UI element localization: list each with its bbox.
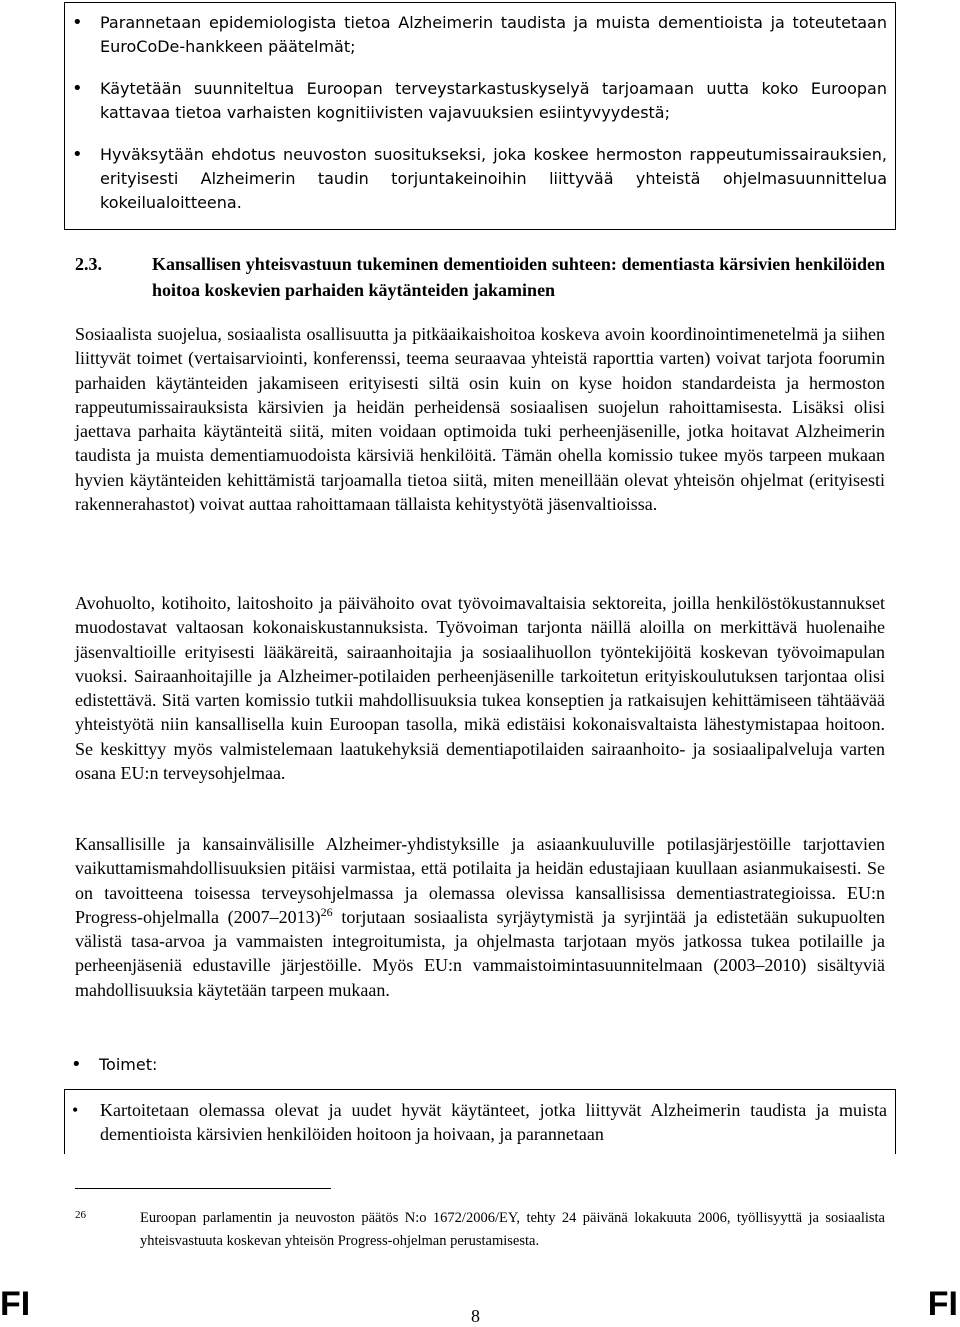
list-item	[64, 1053, 894, 1077]
footer-language-right: FI	[927, 1285, 958, 1323]
action-list	[65, 11, 895, 215]
list-item-text: Käytetään suunniteltua Euroopan terveystarkastuskyselyä tarjoamaan uutta koko Euroopan kattavaa tietoa varhaisten kognitiivisten vajavuuksien esiintyvyydestä;	[100, 79, 887, 122]
list-item-text: Kartoitetaan olemassa olevat ja uudet hyvät käytänteet, jotka liittyvät Alzheimerin taudista ja muista dementioista kärsivien henkilöiden hoitoon ja hoivaan, ja parannetaan	[100, 1100, 887, 1144]
footnote-separator	[75, 1188, 331, 1189]
section-heading	[75, 251, 885, 303]
actions-label-list	[64, 1053, 894, 1077]
action-list	[65, 1098, 895, 1146]
paragraph-2: Avohuolto, kotihoito, laitoshoito ja päivähoito ovat työvoimavaltaisia sektoreita, joilla henkilöstökustannukset muodostavat valtaosan kokonaiskustannuksista. Työvoiman tarjonta näillä aloilla on merkittävä huolenaihe jäsenvaltioille erityisesti lääkäreitä, sairaanhoitajia ja sosiaalihuollon työntekijöitä koskevan työvoimapulan vuoksi. Sairaanhoitajille ja Alzheimer-potilaiden perheenjäsenille tarkoitetun erityiskoulutuksen tarjontaa olisi edistettävä. Sitä varten komissio tutkii mahdollisuuksia tukea konseptien ja ratkaisujen kehittämiseen tähtäävää yhteistyötä niin kansallisella kuin Euroopan tasolla, mikä edistäisi kokonaisvaltaista lähestymistapaa hoitoon. Se keskittyy myös valmistelemaan laatukehyksiä dementiapotilaiden sairaanhoito- ja sosiaalipalveluja varten osana EU:n terveysohjelmaa.	[75, 593, 885, 784]
action-box-top	[64, 2, 896, 230]
action-box-bottom	[64, 1089, 896, 1154]
list-item	[65, 1098, 895, 1146]
footnote-number: 26	[75, 1209, 86, 1221]
section-title: Kansallisen yhteisvastuun tukeminen dementioiden suhteen: dementiasta kärsivien henkilöiden hoitoa koskevien parhaiden käytänteiden jakaminen	[152, 254, 885, 300]
paragraph-3-text-a: Kansallisille ja kansainvälisille Alzheimer-yhdistyksille ja asiaankuuluville potilasjärjestöille tarjottavien vaikuttamismahdollisuuksien pitäisi varmistaa, että potilaita ja heidän edustajiaan kuullaan asianmukaisesti. Se on tavoitteena toisessa terveysohjelmassa ja olemassa olevissa kansallisissa dementiastrategioissa. EU:n Progress-ohjelmalla (2007–2013)	[75, 834, 885, 927]
list-item-text: Parannetaan epidemiologista tietoa Alzheimerin taudista ja muista dementioista ja toteutetaan EuroCoDe-hankkeen päätelmät;	[100, 13, 887, 56]
paragraph-3-text-b: torjutaan sosiaalista syrjäytymistä ja syrjintää ja edistetään sukupuolten välistä tasa-arvoa ja vammaisten integroitumista, ja ohjelmasta tarjotaan myös jatkossa tukea potilaille ja perheenjäseniä edustaville järjestöille. Myös EU:n vammaistoimintasuunnitelmaan (2003–2010) sisältyviä mahdollisuuksia käytetään tarpeen mukaan.	[75, 906, 885, 1000]
footer-language-left: FI	[0, 1285, 31, 1323]
footnote-text: Euroopan parlamentin ja neuvoston päätös N:o 1672/2006/EY, tehty 24 päivänä lokakuuta 2006, työllisyyttä ja sosiaalista yhteisvastuuta koskevan yhteisön Progress-ohjelman perustamisesta.	[140, 1210, 885, 1249]
bullet-icon: •	[72, 78, 83, 99]
bullet-icon: •	[72, 144, 83, 165]
list-item	[65, 143, 895, 215]
paragraph-1: Sosiaalista suojelua, sosiaalista osallisuutta ja pitkäaikaishoitoa koskeva avoin koordinointimenetelmä ja siihen liittyvät toimet (vertaisarviointi, konferenssi, teema seuraavaa yhteistä raporttia varten) voivat tarjota foorumin parhaiden käytänteiden jakamiseen erityisesti siltä osin kuin on kyse hoidon standardeista ja hermoston rappeutumissairauksista kärsivien ja heidän perheidensä sosiaalisen suojelun rahoittamisesta. Lisäksi olisi jaettava parhaita käytänteitä siitä, miten voidaan optimoida tuki perheenjäsenille, jotka hoitavat Alzheimerin taudista ja muista dementiamuodoista kärsiviä henkilöitä. Tämän ohella komissio tukee myös tarpeen mukaan hyvien käytänteiden kehittämistä tarjoamalla tietoa siitä, miten meneillään olevat yhteisön ohjelmat (erityisesti rakennerahastot) voivat auttaa rahoittamaan tällaista kehitystyötä jäsenvaltioissa.	[75, 324, 885, 515]
actions-label-block	[64, 1053, 894, 1077]
footnote-reference: 26	[320, 904, 333, 919]
bullet-icon: •	[72, 1100, 79, 1120]
list-item	[65, 11, 895, 59]
bullet-icon: •	[71, 1054, 82, 1075]
section-number: 2.3.	[75, 254, 102, 274]
paragraph-3	[75, 832, 885, 1002]
list-item	[65, 77, 895, 125]
footnote	[75, 1207, 885, 1253]
bullet-icon: •	[72, 12, 83, 33]
actions-label: Toimet:	[99, 1055, 158, 1074]
page-number: 8	[471, 1306, 480, 1326]
list-item-text: Hyväksytään ehdotus neuvoston suositukseksi, joka koskee hermoston rappeutumissairauksien, erityisesti Alzheimerin taudin torjuntakeinoihin liittyvää yhteistä ohjelmasuunnittelua kokeilualoitteena.	[100, 145, 887, 212]
